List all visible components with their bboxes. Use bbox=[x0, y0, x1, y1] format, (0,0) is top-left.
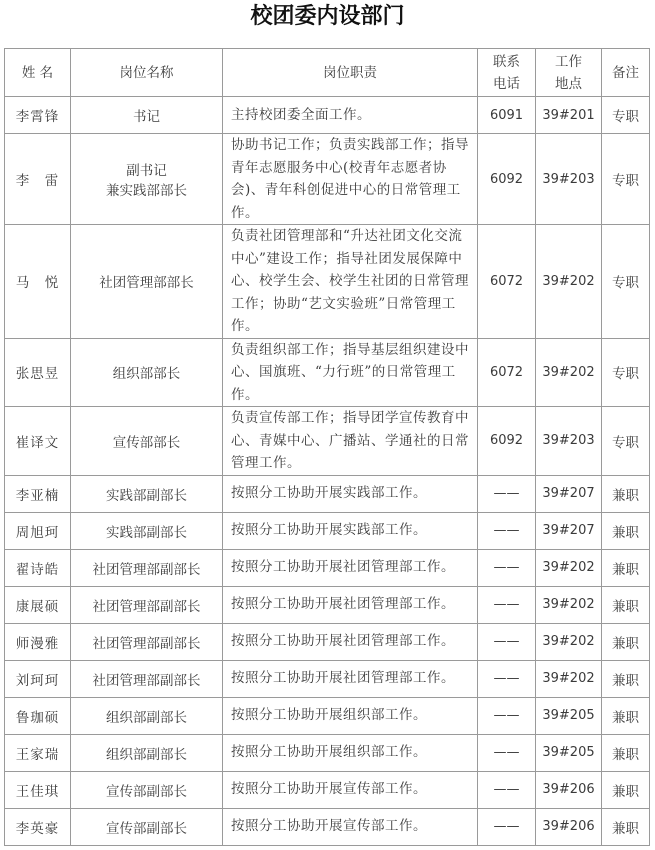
cell-duty: 主持校团委全面工作。 bbox=[223, 97, 478, 134]
table-row bbox=[5, 808, 650, 845]
cell-name: 康展硕 bbox=[5, 586, 71, 623]
cell-duty: 按照分工协助开展组织部工作。 bbox=[223, 697, 478, 734]
table-row bbox=[5, 734, 650, 771]
department-table bbox=[4, 48, 650, 846]
table-row bbox=[5, 697, 650, 734]
cell-duty: 按照分工协助开展实践部工作。 bbox=[223, 512, 478, 549]
cell-location: 39#201 bbox=[536, 97, 602, 134]
cell-note: 兼职 bbox=[602, 623, 650, 660]
cell-name: 李霄锋 bbox=[5, 97, 71, 134]
cell-note: 兼职 bbox=[602, 512, 650, 549]
cell-position: 书记 bbox=[71, 97, 223, 134]
header-row bbox=[5, 49, 650, 97]
table-row bbox=[5, 407, 650, 476]
cell-name: 刘珂珂 bbox=[5, 660, 71, 697]
cell-location: 39#203 bbox=[536, 407, 602, 476]
cell-phone: —— bbox=[478, 734, 536, 771]
cell-position: 社团管理部副部长 bbox=[71, 660, 223, 697]
table-row bbox=[5, 97, 650, 134]
cell-position: 组织部副部长 bbox=[71, 734, 223, 771]
cell-note: 兼职 bbox=[602, 697, 650, 734]
header-note: 备注 bbox=[602, 49, 650, 97]
header-position: 岗位名称 bbox=[71, 49, 223, 97]
cell-phone: —— bbox=[478, 586, 536, 623]
cell-duty: 负责宣传部工作；指导团学宣传教育中心、青媒中心、广播站、学通社的日常管理工作。 bbox=[223, 407, 478, 476]
cell-position: 社团管理部副部长 bbox=[71, 623, 223, 660]
table-row bbox=[5, 771, 650, 808]
cell-name: 马 悦 bbox=[5, 225, 71, 339]
cell-location: 39#202 bbox=[536, 660, 602, 697]
cell-duty: 负责社团管理部和“升达社团文化交流中心”建设工作；指导社团发展保障中心、校学生会、校学生社团的日常管理工作；协助“艺文实验班”日常管理工作。 bbox=[223, 225, 478, 339]
cell-phone: —— bbox=[478, 697, 536, 734]
cell-location: 39#202 bbox=[536, 225, 602, 339]
cell-duty: 按照分工协助开展社团管理部工作。 bbox=[223, 549, 478, 586]
cell-phone: —— bbox=[478, 808, 536, 845]
cell-name: 翟诗皓 bbox=[5, 549, 71, 586]
cell-phone: —— bbox=[478, 512, 536, 549]
cell-note: 兼职 bbox=[602, 549, 650, 586]
cell-phone: —— bbox=[478, 623, 536, 660]
table-row bbox=[5, 338, 650, 407]
cell-position: 宣传部副部长 bbox=[71, 771, 223, 808]
cell-note: 专职 bbox=[602, 338, 650, 407]
cell-duty: 协助书记工作；负责实践部工作；指导青年志愿服务中心(校青年志愿者协会)、青年科创促进中心的日常管理工作。 bbox=[223, 134, 478, 225]
table-row bbox=[5, 549, 650, 586]
page-title: 校团委内设部门 bbox=[250, 3, 405, 29]
cell-duty: 按照分工协助开展社团管理部工作。 bbox=[223, 660, 478, 697]
cell-note: 兼职 bbox=[602, 586, 650, 623]
cell-name: 李亚楠 bbox=[5, 475, 71, 512]
cell-location: 39#203 bbox=[536, 134, 602, 225]
cell-position: 社团管理部副部长 bbox=[71, 586, 223, 623]
cell-position: 组织部副部长 bbox=[71, 697, 223, 734]
cell-duty: 按照分工协助开展实践部工作。 bbox=[223, 475, 478, 512]
cell-location: 39#206 bbox=[536, 808, 602, 845]
table-row bbox=[5, 623, 650, 660]
header-location: 工作 地点 bbox=[536, 49, 602, 97]
table-row bbox=[5, 475, 650, 512]
cell-location: 39#202 bbox=[536, 549, 602, 586]
cell-phone: —— bbox=[478, 771, 536, 808]
header-duty: 岗位职责 bbox=[223, 49, 478, 97]
table-row bbox=[5, 660, 650, 697]
cell-phone: 6072 bbox=[478, 338, 536, 407]
cell-position: 宣传部部长 bbox=[71, 407, 223, 476]
cell-note: 兼职 bbox=[602, 660, 650, 697]
table-row bbox=[5, 225, 650, 339]
cell-location: 39#207 bbox=[536, 475, 602, 512]
table-row bbox=[5, 134, 650, 225]
cell-phone: 6091 bbox=[478, 97, 536, 134]
cell-note: 兼职 bbox=[602, 734, 650, 771]
table-row bbox=[5, 586, 650, 623]
cell-note: 兼职 bbox=[602, 475, 650, 512]
cell-phone: —— bbox=[478, 660, 536, 697]
cell-phone: 6092 bbox=[478, 407, 536, 476]
cell-duty: 按照分工协助开展组织部工作。 bbox=[223, 734, 478, 771]
cell-phone: 6072 bbox=[478, 225, 536, 339]
cell-name: 李英豪 bbox=[5, 808, 71, 845]
cell-note: 专职 bbox=[602, 225, 650, 339]
cell-position: 宣传部副部长 bbox=[71, 808, 223, 845]
cell-location: 39#205 bbox=[536, 734, 602, 771]
cell-note: 兼职 bbox=[602, 771, 650, 808]
cell-name: 崔译文 bbox=[5, 407, 71, 476]
cell-note: 专职 bbox=[602, 134, 650, 225]
cell-phone: —— bbox=[478, 475, 536, 512]
cell-location: 39#202 bbox=[536, 623, 602, 660]
cell-location: 39#202 bbox=[536, 338, 602, 407]
cell-duty: 按照分工协助开展社团管理部工作。 bbox=[223, 623, 478, 660]
cell-name: 王家瑞 bbox=[5, 734, 71, 771]
header-phone: 联系 电话 bbox=[478, 49, 536, 97]
cell-duty: 负责组织部工作；指导基层组织建设中心、国旗班、“力行班”的日常管理工作。 bbox=[223, 338, 478, 407]
cell-name: 鲁珈硕 bbox=[5, 697, 71, 734]
cell-location: 39#207 bbox=[536, 512, 602, 549]
cell-name: 李 雷 bbox=[5, 134, 71, 225]
cell-location: 39#205 bbox=[536, 697, 602, 734]
cell-duty: 按照分工协助开展社团管理部工作。 bbox=[223, 586, 478, 623]
cell-note: 专职 bbox=[602, 97, 650, 134]
cell-name: 王佳琪 bbox=[5, 771, 71, 808]
cell-phone: —— bbox=[478, 549, 536, 586]
cell-name: 师漫雅 bbox=[5, 623, 71, 660]
cell-name: 张思昱 bbox=[5, 338, 71, 407]
cell-note: 专职 bbox=[602, 407, 650, 476]
table-row bbox=[5, 512, 650, 549]
cell-duty: 按照分工协助开展宣传部工作。 bbox=[223, 771, 478, 808]
cell-location: 39#202 bbox=[536, 586, 602, 623]
cell-position: 实践部副部长 bbox=[71, 512, 223, 549]
cell-name: 周旭珂 bbox=[5, 512, 71, 549]
cell-position: 组织部部长 bbox=[71, 338, 223, 407]
cell-duty: 按照分工协助开展宣传部工作。 bbox=[223, 808, 478, 845]
cell-position: 实践部副部长 bbox=[71, 475, 223, 512]
cell-position: 社团管理部副部长 bbox=[71, 549, 223, 586]
cell-phone: 6092 bbox=[478, 134, 536, 225]
cell-note: 兼职 bbox=[602, 808, 650, 845]
cell-position: 社团管理部部长 bbox=[71, 225, 223, 339]
cell-position: 副书记 兼实践部部长 bbox=[71, 134, 223, 225]
cell-location: 39#206 bbox=[536, 771, 602, 808]
header-name: 姓 名 bbox=[5, 49, 71, 97]
